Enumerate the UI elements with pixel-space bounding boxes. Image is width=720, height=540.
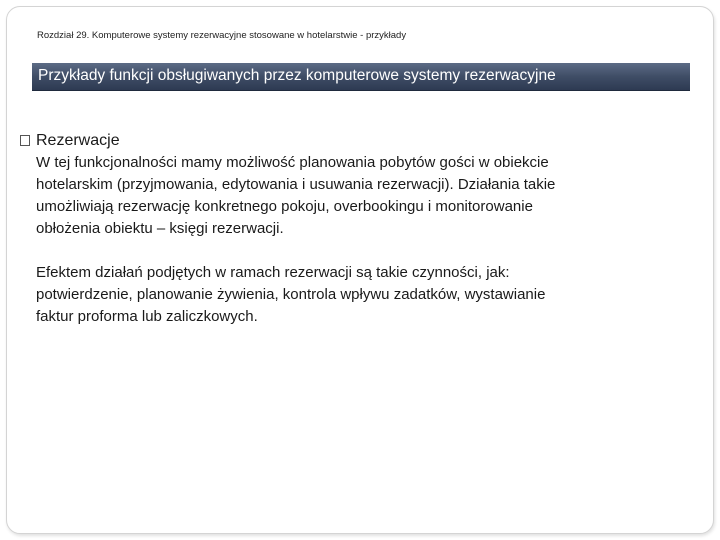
bullet-heading: Rezerwacje — [36, 132, 120, 149]
chapter-header: Rozdział 29. Komputerowe systemy rezerwacyjne stosowane w hotelarstwie - przykłady — [37, 30, 407, 41]
paragraph-1: W tej funkcjonalności mamy możliwość planowania pobytów gości w obiekcie hotelarskim (przyjmowania, edytowania i usuwania rezerwacji). Działania takie umożliwiają rezerwację konkretnego pokoju, overbookingu i monitorowanie obłożenia obiektu – księgi rezerwacji. — [36, 154, 556, 237]
bullet-item — [20, 130, 680, 152]
square-bullet-icon — [20, 135, 30, 146]
slide-title: Przykłady funkcji obsługiwanych przez komputerowe systemy rezerwacyjne — [38, 67, 556, 84]
title-bar — [32, 63, 690, 91]
content-area — [20, 130, 680, 328]
paragraph-2: Efektem działań podjętych w ramach rezerwacji są takie czynności, jak: potwierdzenie, planowanie żywienia, kontrola wpływu zadatków, wystawianie faktur proforma lub zaliczkowych. — [36, 264, 546, 325]
